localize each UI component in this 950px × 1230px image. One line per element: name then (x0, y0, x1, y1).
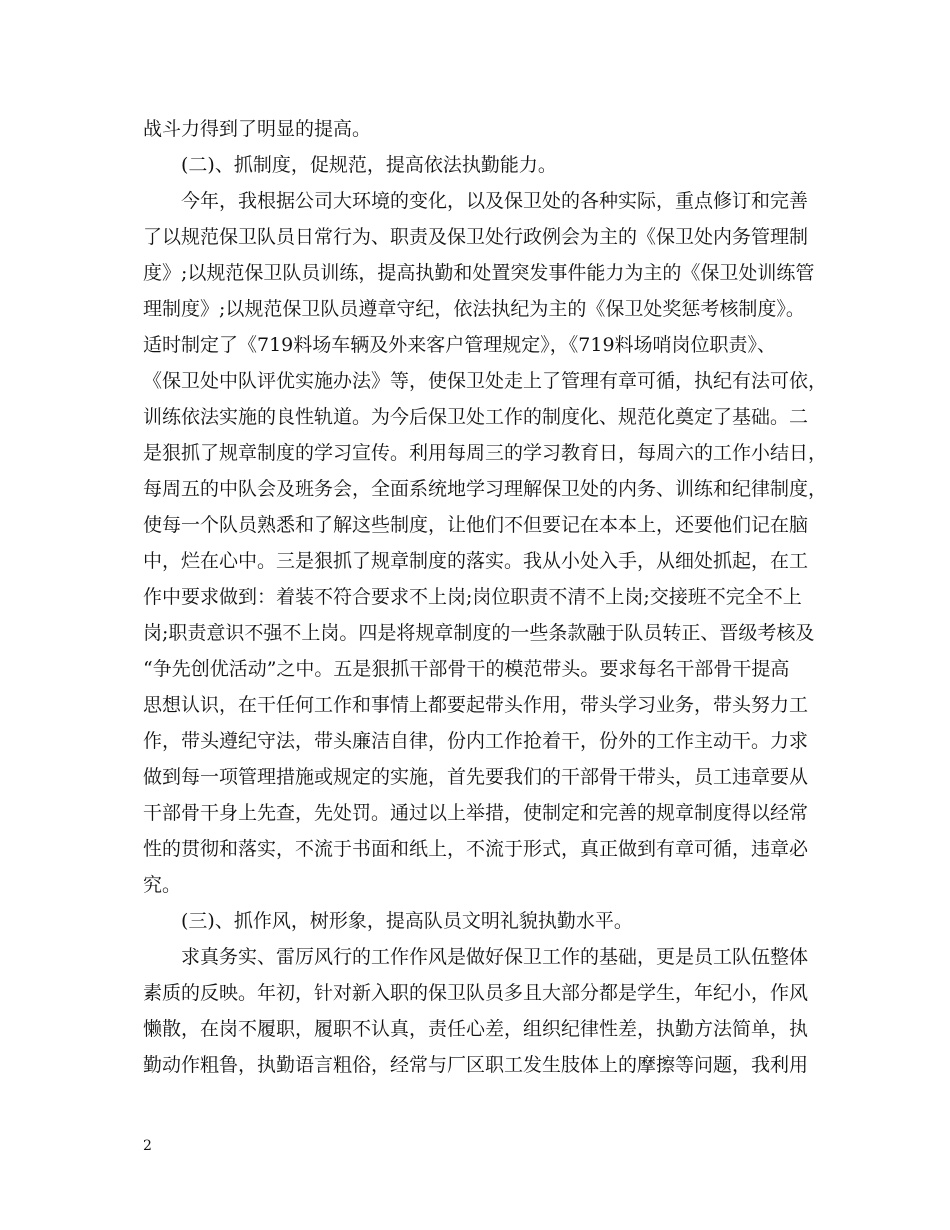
body-text-line: 训练依法实施的良性轨道。为今后保卫处工作的制度化、规范化奠定了基础。二 (143, 406, 809, 428)
body-text-line: 今年，我根据公司大环境的变化，以及保卫处的各种实际，重点修订和完善 (181, 190, 809, 212)
page-number: 2 (143, 1138, 152, 1154)
body-text-line: 每周五的中队会及班务会，全面系统地学习理解保卫处的内务、训练和纪律制度， (143, 478, 828, 500)
body-text-line: 战斗力得到了明显的提高。 (143, 118, 372, 140)
body-text-line: 是狠抓了规章制度的学习宣传。利用每周三的学习教育日，每周六的工作小结日， (143, 442, 828, 464)
body-text-line: 中，烂在心中。三是狠抓了规章制度的落实。我从小处入手，从细处抓起，在工 (143, 550, 809, 572)
body-text-line: 勤动作粗鲁，执勤语言粗俗，经常与厂区职工发生肢体上的摩擦等问题，我利用 (143, 1054, 809, 1076)
body-text-line: 素质的反映。年初，针对新入职的保卫队员多且大部分都是学生，年纪小，作风 (143, 982, 809, 1004)
body-text-line: 干部骨干身上先查，先处罚。通过以上举措，使制定和完善的规章制度得以经常 (143, 802, 809, 824)
section-heading: (二)、抓制度，促规范，提高依法执勤能力。 (181, 154, 557, 176)
body-text-line: 适时制定了《719料场车辆及外来客户管理规定》，《719料场哨岗位职责》、 (143, 334, 777, 356)
body-text-line: 究。 (143, 874, 182, 896)
body-text-line: 作中要求做到：着装不符合要求不上岗;岗位职责不清不上岗;交接班不完全不上 (143, 586, 802, 608)
body-text-line: 了以规范保卫队员日常行为、职责及保卫处行政例会为主的《保卫处内务管理制 (143, 226, 809, 248)
body-text-line: 岗;职责意识不强不上岗。四是将规章制度的一些条款融于队员转正、晋级考核及 (143, 622, 815, 644)
section-heading: (三)、抓作风，树形象，提高队员文明礼貌执勤水平。 (181, 910, 633, 932)
body-text-line: 使每一个队员熟悉和了解这些制度，让他们不但要记在本本上，还要他们记在脑 (143, 514, 809, 536)
body-text-line: 作，带头遵纪守法，带头廉洁自律，份内工作抢着干，份外的工作主动干。力求 (143, 730, 809, 752)
body-text-line: 思想认识，在干任何工作和事情上都要起带头作用，带头学习业务，带头努力工 (143, 694, 809, 716)
body-text-line: 《保卫处中队评优实施办法》等，使保卫处走上了管理有章可循，执纪有法可依， (143, 370, 828, 392)
body-text-line: 理制度》;以规范保卫队员遵章守纪，依法执纪为主的《保卫处奖惩考核制度》。 (143, 298, 805, 320)
body-text-line: “争先创优活动”之中。五是狠抓干部骨干的模范带头。要求每名干部骨干提高 (143, 658, 790, 680)
body-text-line: 懒散，在岗不履职，履职不认真，责任心差，组织纪律性差，执勤方法简单，执 (143, 1018, 809, 1040)
body-text-line: 求真务实、雷厉风行的工作作风是做好保卫工作的基础，更是员工队伍整体 (181, 946, 809, 968)
body-text-line: 性的贯彻和落实，不流于书面和纸上，不流于形式，真正做到有章可循，违章必 (143, 838, 809, 860)
body-text-line: 度》;以规范保卫队员训练，提高执勤和处置突发事件能力为主的《保卫处训练管 (143, 262, 815, 284)
body-text-line: 做到每一项管理措施或规定的实施，首先要我们的干部骨干带头，员工违章要从 (143, 766, 809, 788)
